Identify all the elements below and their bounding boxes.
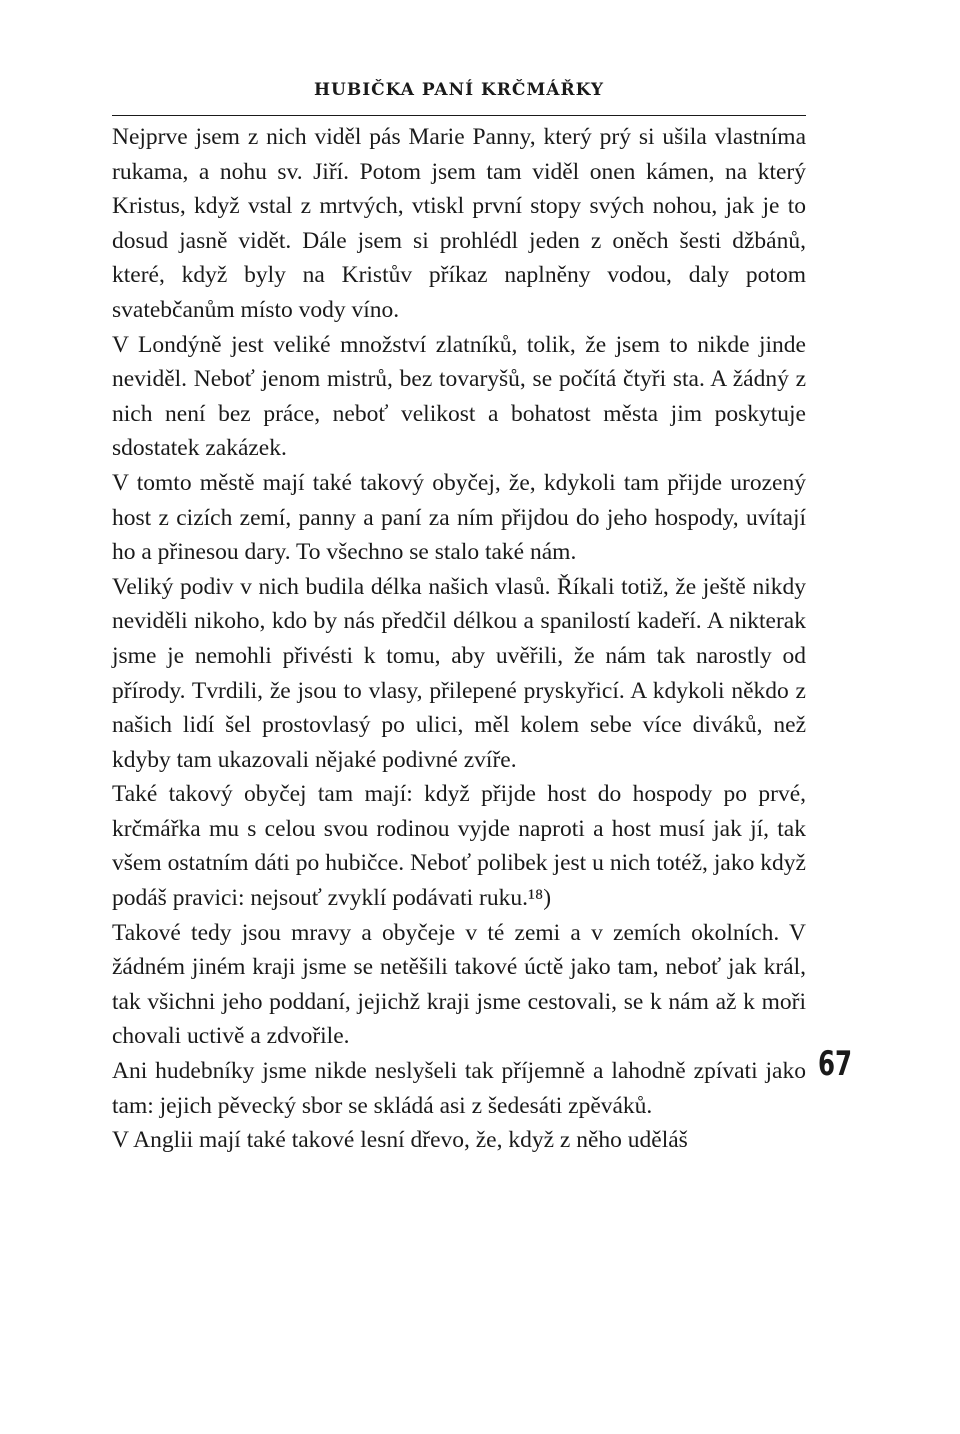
header-rule <box>112 115 806 116</box>
paragraph: Takové tedy jsou mravy a obyčeje v té zemi a v zemích okolních. V žádném jiném kraji jsme se netěšili takové úctě jako tam, neboť jak král, tak všichni jeho poddaní, jejichž kraji jsme cestovali, se k nám až k moři chovali uctivě a zdvořile. <box>112 919 806 1050</box>
paragraph: V Anglii mají také takové lesní dřevo, že, když z něho uděláš <box>112 1127 688 1154</box>
paragraph: Veliký podiv v nich budila délka našich vlasů. Říkali totiž, že ještě nikdy neviděli nikoho, kdo by nás předčil délkou a spanilostí kadeří. A nikterak jsme je nemohli přivésti k tomu, aby uvěřili, že nám tak narostly od přírody. Tvrdili, že jsou to vlasy, přilepené pryskyřicí. A kdykoli někdo z našich lidí šel prostovlasý po ulici, měl kolem sebe více diváků, než kdyby tam ukazovali nějaké podivné zvíře. <box>112 573 806 773</box>
paragraph: Také takový obyčej tam mají: když přijde host do hospody po prvé, krčmářka mu s celou svou rodinou vyjde naproti a host musí jak jí, tak všem ostatním dáti po hubičce. Neboť polibek jest u nich totéž, jako když podáš pravici: nejsouť zvyklí podávati ruku.¹⁸) <box>112 781 806 912</box>
paragraph: Ani hudebníky jsme nikde neslyšeli tak příjemně a lahodně zpívati jako tam: jejich pěvecký sbor se skládá asi z šedesáti zpěváků. <box>112 1058 806 1119</box>
paragraph: Nejprve jsem z nich viděl pás Marie Panny, který prý si ušila vlastníma rukama, a nohu sv. Jiří. Potom jsem tam viděl onen kámen, na který Kristus, když vstal z mrtvých, vtiskl první stopy svých nohou, jak je to dosud jasně vidět. Dále jsem si prohlédl jeden z oněch šesti džbánů, které, když byly na Kristův příkaz naplněny vodou, daly potom svatebčanům místo vody víno. <box>112 124 806 323</box>
paragraph: V tomto městě mají také takový obyčej, že, kdykoli tam přijde urozený host z cizích zemí, panny a paní za ním přijdou do jeho hospody, uvítají ho a přinesou dary. To všechno se stalo také nám. <box>112 469 806 566</box>
main-text <box>112 120 806 1158</box>
page-number: 67 <box>818 1044 853 1084</box>
paragraph: V Londýně jest veliké množství zlatníků, tolik, že jsem to nikde jinde neviděl. Neboť jenom mistrů, bez tovaryšů, se počítá čtyři sta. A žádný z nich není bez práce, neboť velikost a bohatost města jim poskytuje sdostatek zakázek. <box>112 331 806 462</box>
running-header: HUBIČKA PANÍ KRČMÁŘKY <box>313 80 605 100</box>
